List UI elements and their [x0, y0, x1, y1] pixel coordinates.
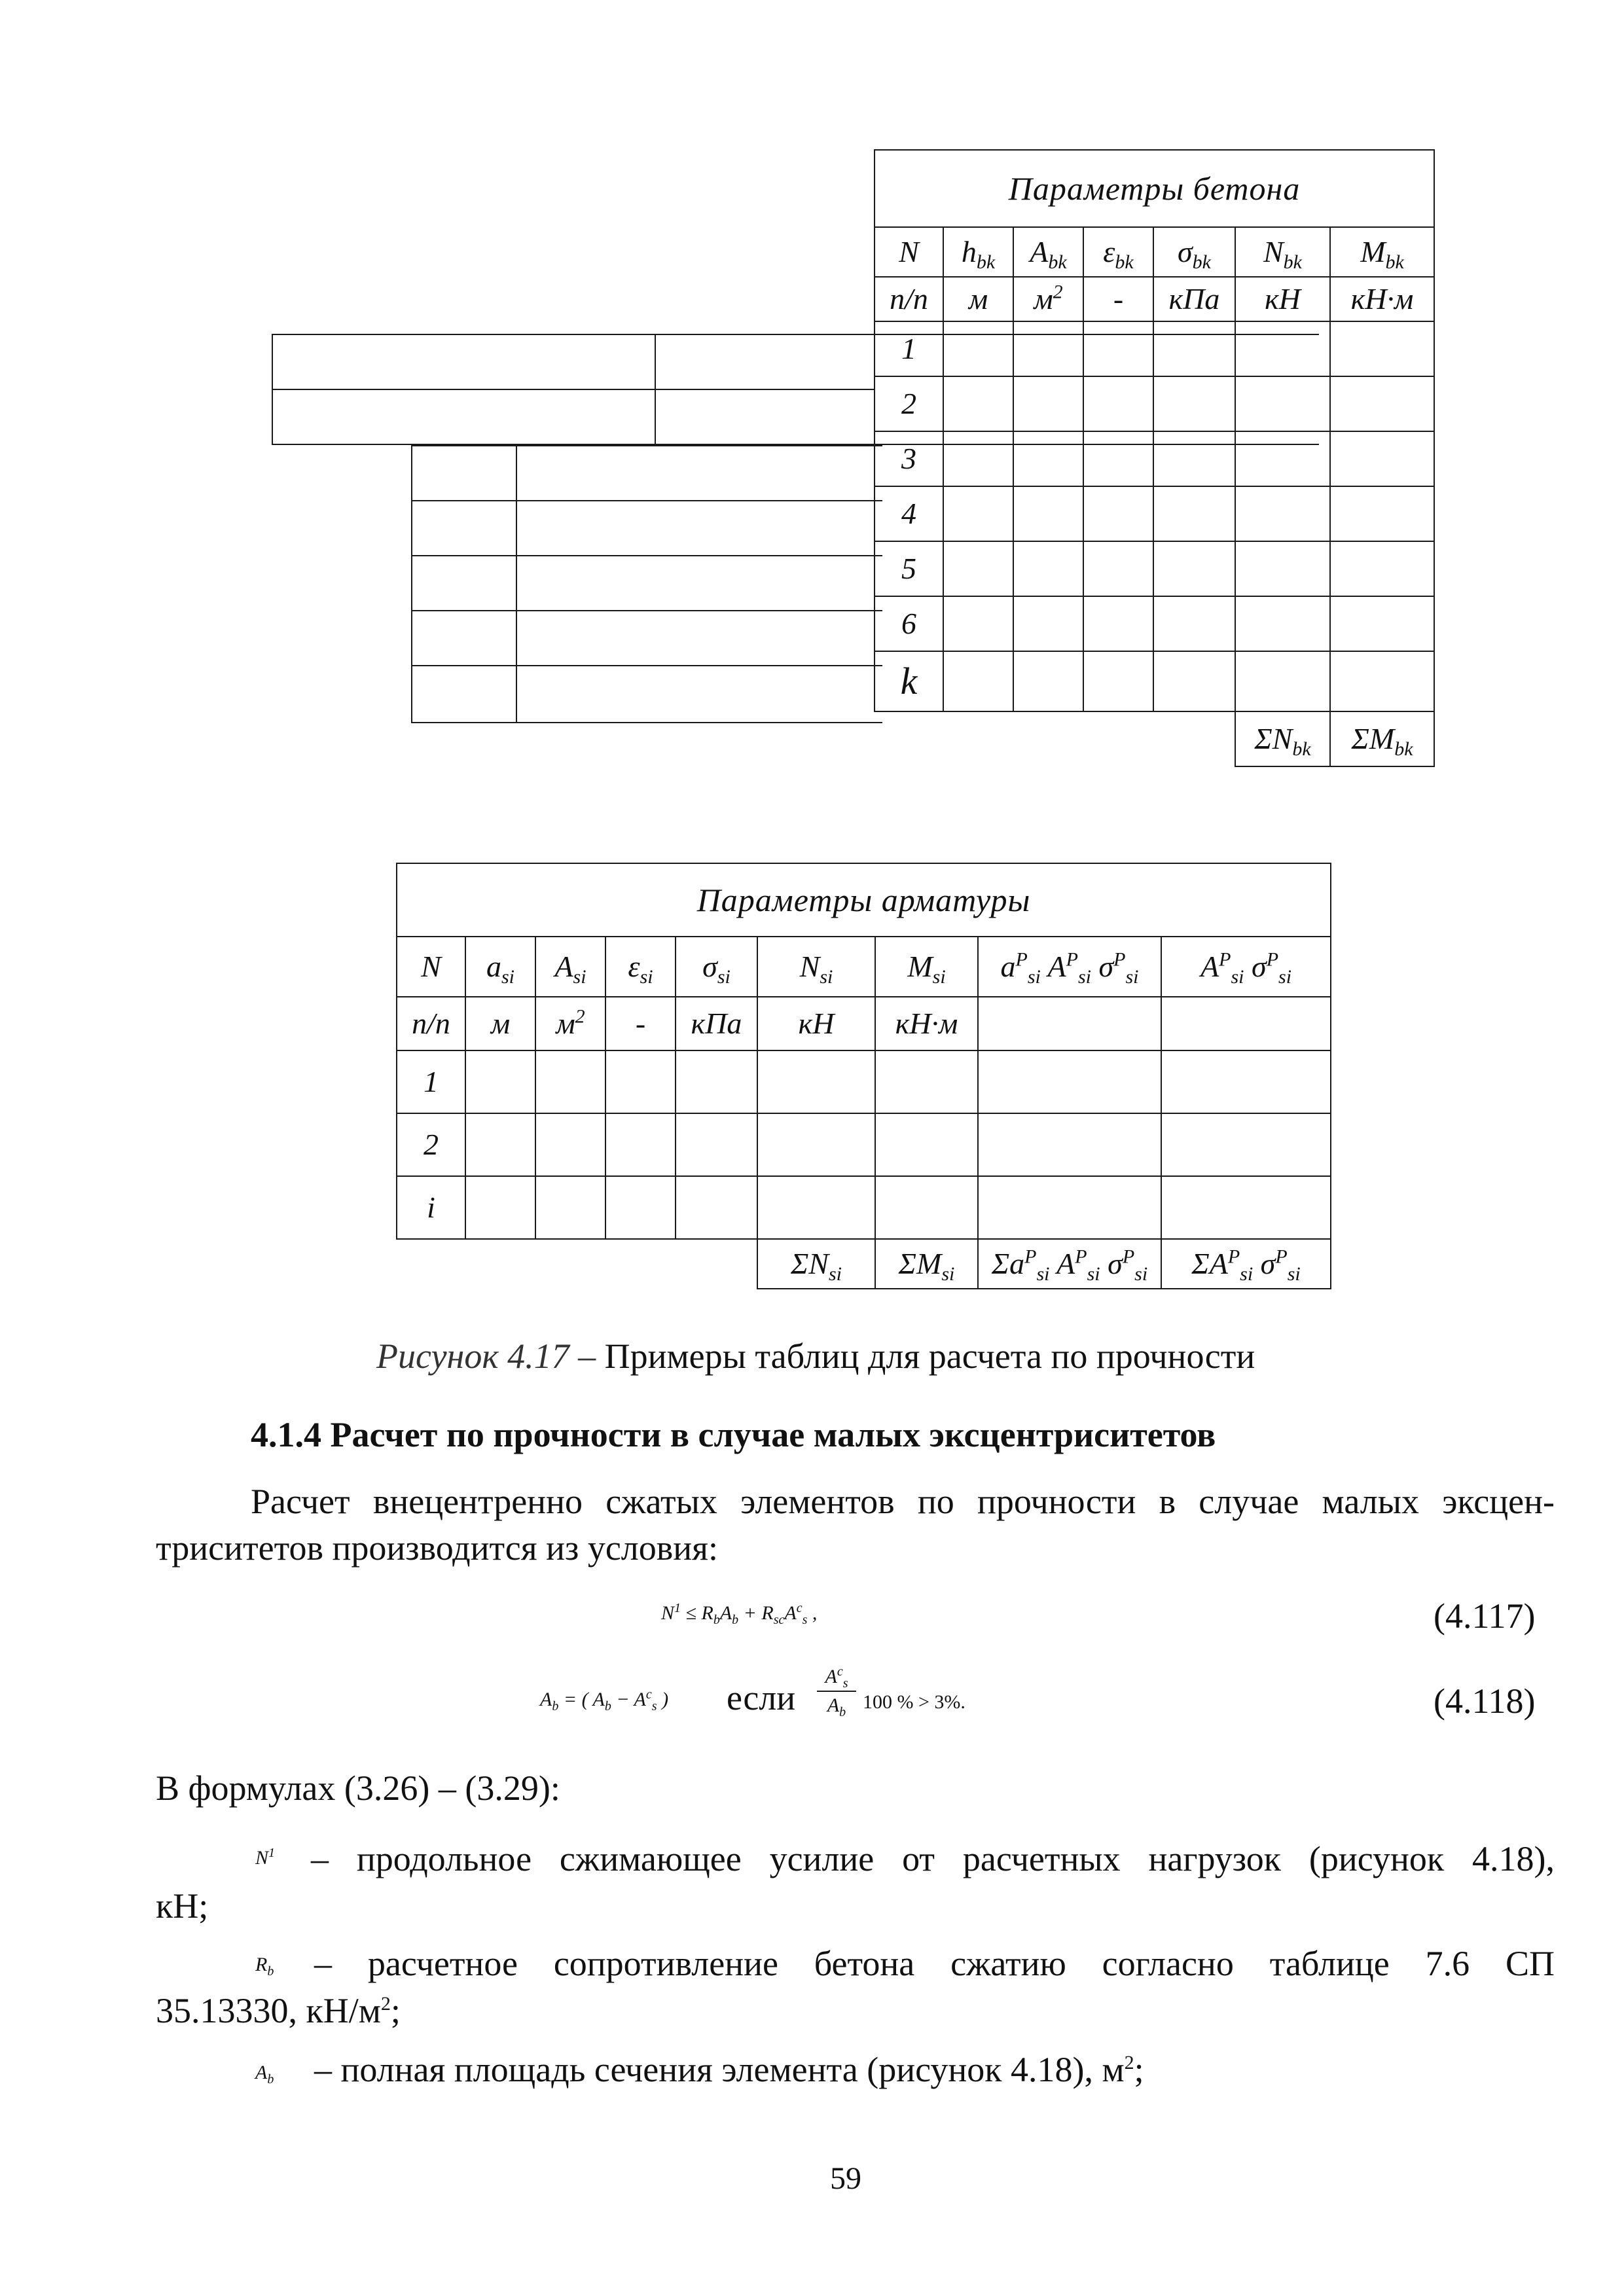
table-row — [875, 431, 1434, 486]
row-number: 6 — [875, 596, 943, 651]
concrete-units-row — [875, 277, 1434, 321]
definitions-intro: В формулах (3.26) – (3.29): — [156, 1768, 560, 1808]
symbol-ab: $A_b$ — [255, 2062, 274, 2087]
section-heading: 4.1.4 Расчет по прочности в случае малых эксцентриситетов — [251, 1415, 1216, 1454]
row-number: 5 — [875, 541, 943, 596]
row-number: i — [397, 1176, 465, 1239]
rebar-params-table — [396, 863, 1331, 1289]
row-number: k — [875, 651, 943, 711]
equation-4-117: $N^1 \le R_bA_b + R_{sc}A^c_s$ , — [661, 1601, 818, 1627]
total-nbk: $\Sigma N_{bk}$ — [1235, 711, 1330, 766]
total-a-s-p: $\Sigma A^P_{si}$ $\sigma^P_{si}$ — [1161, 1239, 1331, 1289]
symbol-n1: $N^1$ — [255, 1846, 276, 1869]
unit-cell: м — [465, 997, 535, 1050]
row-number: 2 — [875, 376, 943, 431]
definition-n1-line1: – продольное сжимающее усилие от расчетных нагрузок (рисунок 4.18), — [311, 1839, 1555, 1878]
unit-cell: кПа — [1153, 277, 1235, 321]
definition-ab-line: – полная площадь сечения элемента (рисунок 4.18), $м^2$; — [314, 2050, 1144, 2089]
concrete-totals-row — [875, 711, 1434, 766]
col-header-nbk: $N_{bk}$ — [1235, 227, 1330, 277]
unit-cell: п/п — [397, 997, 465, 1050]
total-nsi: $\Sigma N_{si}$ — [757, 1239, 875, 1289]
equation-4-118-fraction — [817, 1666, 856, 1717]
page-number: 59 — [830, 2161, 861, 2196]
outline-box-upper-div — [655, 334, 656, 445]
table-row — [875, 321, 1434, 376]
col-header-n: N — [397, 937, 465, 997]
unit-cell: $м^2$ — [535, 997, 605, 1050]
col-header-a-s-p: $A^P_{si}$ $\sigma^P_{si}$ — [1161, 937, 1331, 997]
col-header-hbk: $h_{bk}$ — [943, 227, 1013, 277]
row-number: 1 — [875, 321, 943, 376]
unit-cell: - — [605, 997, 676, 1050]
total-mbk: $\Sigma M_{bk}$ — [1330, 711, 1434, 766]
fraction-denominator: $A_b$ — [827, 1695, 846, 1719]
outline-box-upper-mid — [272, 389, 874, 390]
definition-rb-line2-text: 35.13330, кН/м — [156, 1991, 381, 2030]
equation-number: (4.117) — [1434, 1596, 1536, 1636]
figure-caption-label: Рисунок 4.17 – — [376, 1336, 596, 1376]
rebar-totals-row — [397, 1239, 1331, 1289]
rebar-table-title: Параметры арматуры — [397, 863, 1331, 937]
unit-cell: кН — [1235, 277, 1330, 321]
outline-box-lower-div — [516, 445, 517, 723]
table-row — [875, 376, 1434, 431]
col-header-sbk: $\sigma_{bk}$ — [1153, 227, 1235, 277]
outline-lower-row2 — [411, 555, 882, 556]
row-number: 3 — [875, 431, 943, 486]
col-header-asi-small: $a_{si}$ — [465, 937, 535, 997]
definition-rb-line1: – расчетное сопротивление бетона сжатию согласно таблице 7.6 СП — [314, 1944, 1555, 1983]
table-row — [875, 651, 1434, 711]
figure-caption — [376, 1335, 1255, 1378]
col-header-asi: $A_{si}$ — [535, 937, 605, 997]
rebar-units-row — [397, 997, 1331, 1050]
equation-word: если — [727, 1678, 796, 1717]
unit-cell: кН·м — [1330, 277, 1434, 321]
equation-4-118-lhs: $A_b$ = ( $A_b - A^c_s$ ) — [540, 1687, 669, 1713]
equation-number: (4.118) — [1434, 1681, 1536, 1721]
outline-lower-row3 — [411, 610, 882, 611]
fraction-bar — [817, 1691, 856, 1692]
col-header-ssi: $\sigma_{si}$ — [676, 937, 757, 997]
row-number: 4 — [875, 486, 943, 541]
total-msi: $\Sigma M_{si}$ — [875, 1239, 978, 1289]
unit-cell: - — [1083, 277, 1153, 321]
table-row — [397, 1050, 1331, 1113]
row-number: 2 — [397, 1113, 465, 1176]
col-header-nsi: $N_{si}$ — [757, 937, 875, 997]
col-header-mbk: $M_{bk}$ — [1330, 227, 1434, 277]
col-header-n: N — [875, 227, 943, 277]
fraction-numerator: $A^c_s$ — [825, 1664, 848, 1691]
table-row — [397, 1176, 1331, 1239]
figure-caption-text: Примеры таблиц для расчета по прочности — [596, 1336, 1255, 1376]
definition-ab-text: – полная площадь сечения элемента (рисунок 4.18), м — [314, 2050, 1125, 2089]
paragraph-line: триситетов производится из условия: — [156, 1528, 718, 1568]
table-row — [875, 596, 1434, 651]
table-row — [397, 1113, 1331, 1176]
col-header-esi: $\varepsilon_{si}$ — [605, 937, 676, 997]
definition-rb-line2: 35.13330, $кН/м^2$; — [156, 1991, 401, 2030]
row-number: 1 — [397, 1050, 465, 1113]
unit-cell: кН·м — [875, 997, 978, 1050]
col-header-ebk: $\varepsilon_{bk}$ — [1083, 227, 1153, 277]
outline-lower-row4 — [411, 665, 882, 666]
rebar-header-row — [397, 937, 1331, 997]
unit-cell: п/п — [875, 277, 943, 321]
table-row — [875, 541, 1434, 596]
equation-4-118-rhs: 100 % > 3%. — [863, 1691, 965, 1713]
outline-lower-row1 — [411, 500, 882, 501]
col-header-msi: $M_{si}$ — [875, 937, 978, 997]
unit-cell: кН — [757, 997, 875, 1050]
paragraph-line: Расчет внецентренно сжатых элементов по прочности в случае малых эксцен- — [251, 1482, 1555, 1521]
definition-n1-line2: кН; — [156, 1886, 209, 1926]
total-a-a-s-p: $\Sigma a^P_{si}$ $A^P_{si}$ $\sigma^P_{si}$ — [978, 1239, 1161, 1289]
col-header-a-a-s-p: $a^P_{si}$ $A^P_{si}$ $\sigma^P_{si}$ — [978, 937, 1161, 997]
concrete-params-table — [874, 149, 1435, 767]
unit-cell: $м^2$ — [1013, 277, 1083, 321]
concrete-table-title: Параметры бетона — [875, 150, 1434, 227]
col-header-abk: $A_{bk}$ — [1013, 227, 1083, 277]
table-row — [875, 486, 1434, 541]
unit-cell: м — [943, 277, 1013, 321]
concrete-header-row — [875, 227, 1434, 277]
unit-cell: кПа — [676, 997, 757, 1050]
outline-box-lower — [411, 445, 882, 723]
symbol-rb: $R_b$ — [255, 1954, 274, 1979]
